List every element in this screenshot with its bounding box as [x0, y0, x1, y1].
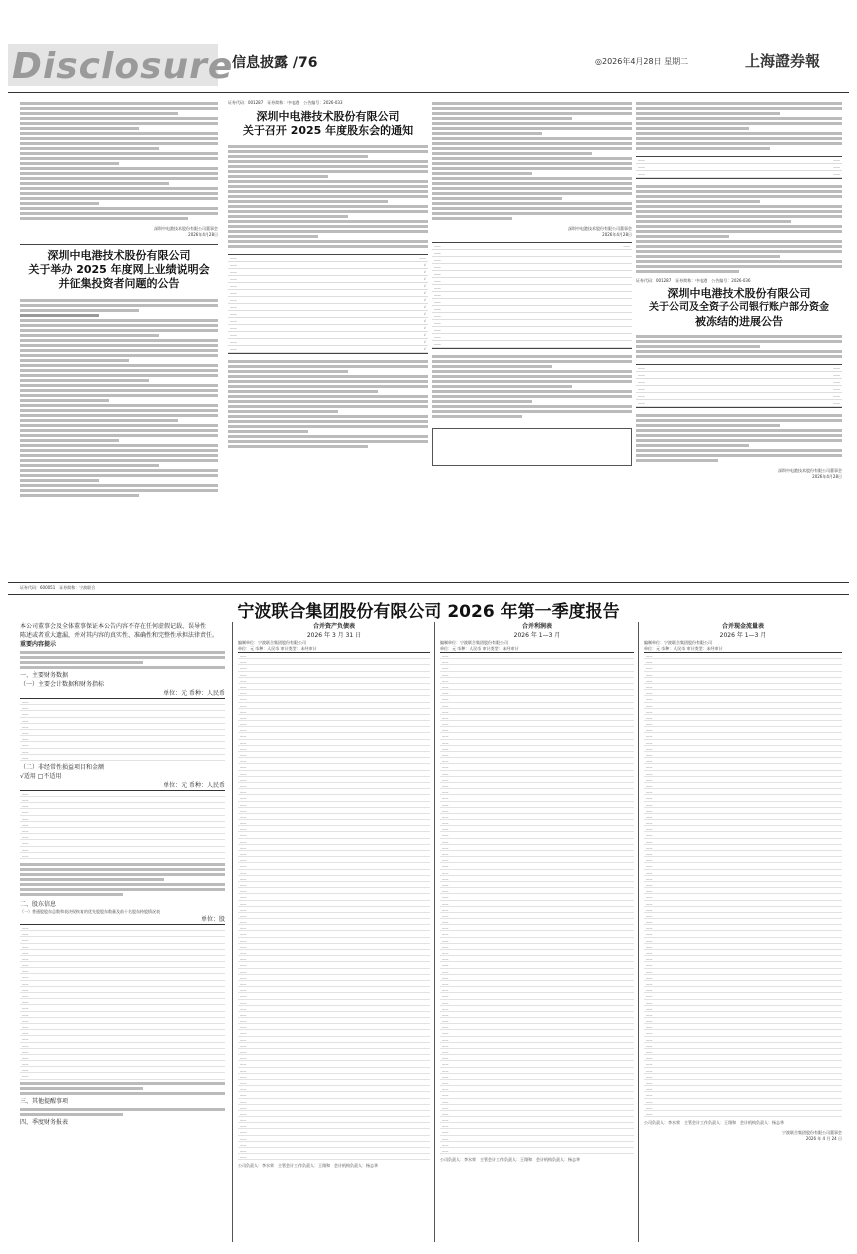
section-rule — [8, 594, 849, 595]
brand-banner — [8, 44, 234, 87]
article-2-code: 证券代码：001287 证券简称：中电港 公告编号：2026-033 — [228, 100, 343, 105]
section-indicators: （一）主要会计数据和财务指标 — [20, 681, 105, 688]
unit-audit: 单位：元 币种：人民币 审计类型：未经审计 — [440, 646, 519, 651]
section-title: 信息披露 /76 — [232, 55, 318, 71]
text-block — [20, 297, 218, 499]
section-main-data: 一、主要财务数据 — [20, 672, 69, 679]
section-nonrecurring: （二）非经常性损益项目和金额 — [20, 763, 105, 771]
issue-date: ◎2026年4月28日 星期二 — [595, 57, 689, 66]
article-1-title-line1: 深圳中电港技术股份有限公司 — [47, 249, 191, 262]
responsible-persons: 公司负责人：李水荣 主管会计工作负责人：王翔和 会计机构负责人：杨志华 — [238, 1163, 378, 1169]
preparer: 编制单位：宁波联合集团股份有限公司 — [644, 640, 712, 645]
applicable-option: √适用 □不适用 — [20, 772, 62, 780]
report-column-1 — [20, 622, 225, 1242]
text-block — [228, 358, 428, 450]
income-statement — [440, 622, 634, 1242]
shareholders-table: —— —— —— —— —— —— —— —— —— —— —— —— —— —— —— —— —— —— —— —— —— —— —— —— —— — [20, 924, 225, 1080]
brand-logo: Disclosure — [12, 46, 234, 87]
section-statements: 四、季度财务报表 — [20, 1118, 69, 1126]
article-1-title-line2: 关于举办 2025 年度网上业绩说明会 — [28, 263, 210, 276]
header-rule — [8, 92, 849, 93]
article-3-title-line1: 深圳中电港技术股份有限公司 — [667, 287, 811, 300]
column-divider — [232, 622, 233, 1242]
indicators-table: —— —— —— —— —— —— —— —— —— —— — [20, 698, 225, 761]
report-code: 证券代码：600051 证券简称：宁波联合 — [20, 585, 96, 590]
unit-label: 单位：元 币种：人民币 — [163, 690, 225, 697]
balance-sheet — [238, 622, 430, 1242]
column-4 — [636, 100, 842, 560]
important-notice: 重要内容提示 — [20, 641, 57, 648]
article-2-sign-date: 2026年4月28日 — [602, 232, 632, 237]
section-shareholders: 二、股东信息 — [20, 900, 57, 908]
text-block — [20, 1080, 225, 1097]
text-block — [636, 183, 842, 275]
article-2-signature: 深圳中电港技术股份有限公司董事会 — [568, 226, 632, 231]
balance-sheet-date: 2026 年 3 月 31 日 — [306, 632, 362, 639]
text-block — [432, 100, 632, 222]
text-block — [20, 861, 225, 898]
column-1 — [20, 100, 218, 560]
article-1-signature: 深圳中电港技术股份有限公司董事会 — [154, 226, 218, 231]
preparer: 编制单位：宁波联合集团股份有限公司 — [238, 640, 306, 645]
unit-share-label: 单位：股 — [200, 915, 225, 923]
column-divider — [638, 622, 639, 1242]
newspaper-name: 上海證券報 — [745, 52, 821, 70]
balance-sheet-title: 合并资产负债表 — [312, 623, 355, 630]
income-statement-title: 合并利润表 — [521, 623, 552, 630]
unit-audit: 单位：元 币种：人民币 审计类型：未经审计 — [644, 646, 723, 651]
text-block — [636, 412, 842, 464]
cash-flow-statement — [644, 622, 842, 1246]
text-block — [228, 143, 428, 250]
article-2-title-line1: 深圳中电港技术股份有限公司 — [256, 110, 400, 123]
article-3-title-line2: 关于公司及全资子公司银行账户部分资金 — [649, 302, 829, 313]
cash-flow-date: 2026 年 1—3 月 — [719, 632, 767, 639]
section-shareholders-desc: （一）普通股股东总数和表决权恢复的优先股股东数量及前十名股东持股情况表 — [20, 908, 160, 914]
balance-sheet-table: —— —— —— —— —— —— —— —— —— —— —— —— —— —— —— —— —— —— —— —— —— —— —— —— —— —— —— —— —— —— —— —— —— —— —— —— —— —— —— —— —— —— —— —— —— —— —— —— —— —— —— —— —— —— —— —— —— —— —— —— —— —— —— —— —— —— —— —— —— —— —— —— —— —— —— —— —— —— —— —— —— —— — [238, 652, 430, 1160]
text-block — [636, 100, 842, 152]
text-block — [20, 1106, 225, 1118]
column-divider — [434, 622, 435, 1242]
report-intro-2: 陈述或者重大遗漏，并对其内容的真实性、准确性和完整性承担法律责任。 — [20, 632, 219, 639]
cash-flow-title: 合并现金流量表 — [721, 623, 764, 630]
column-2 — [228, 100, 428, 560]
income-statement-date: 2026 年 1—3 月 — [513, 632, 561, 639]
board-date: 2026 年 4 月 24 日 — [805, 1136, 842, 1142]
board-signature: 宁波联合集团股份有限公司董事会 — [782, 1130, 842, 1136]
text-block — [20, 649, 225, 671]
article-3-sign-date: 2026年4月28日 — [812, 474, 842, 479]
section-rule — [8, 582, 849, 583]
nonrecurring-table: —— —— —— —— —— —— —— —— —— —— —— — [20, 790, 225, 859]
article-2-title-line2: 关于召开 2025 年度股东会的通知 — [242, 124, 414, 137]
article-3-signature: 深圳中电港技术股份有限公司董事会 — [778, 468, 842, 473]
cash-flow-table: —— —— —— —— —— —— —— —— —— —— —— —— —— —— —— —— —— —— —— —— —— —— —— —— —— —— —— —— —— —— —— —— —— —— —— —— —— —— —— —— —— —— —— —— —— —— —— —— —— —— —— —— —— —— —— —— —— —— —— —— —— —— —— —— —— —— —— —— —— —— —— —— —— —— —— — [644, 652, 842, 1117]
article-1-title-line3: 并征集投资者问题的公告 — [58, 277, 180, 290]
section-other: 三、其他提醒事项 — [20, 1097, 69, 1105]
unit-label: 单位：元 币种：人民币 — [163, 781, 225, 789]
article-1-sign-date: 2026年4月28日 — [188, 232, 218, 237]
page-header — [0, 0, 857, 96]
report-title: 宁波联合集团股份有限公司 2026 年第一季度报告 — [237, 602, 620, 622]
unit-audit: 单位：元 币种：人民币 审计类型：未经审计 — [238, 646, 317, 651]
article-3-code: 证券代码：001287 证券简称：中电港 公告编号：2026-036 — [636, 278, 751, 283]
shares-table: —— —— —— —— —— —— — [636, 156, 842, 179]
frozen-accounts-table: —— —— —— —— —— —— —— —— —— —— —— —— — [636, 364, 842, 408]
proxy-form-table: —— —— —— —— —— —— —— —— —— —— —— —— —— —— —— —— — [432, 242, 632, 349]
responsible-persons: 公司负责人：李水荣 主管会计工作负责人：王翔和 会计机构负责人：杨志华 — [644, 1120, 784, 1126]
report-intro-1: 本公司董事会及全体董事保证本公告内容不存在任何虚假记载、误导性 — [20, 623, 207, 630]
article-3-title-line3: 被冻结的进展公告 — [695, 315, 783, 328]
divider — [20, 244, 218, 245]
reply-slip-box — [432, 428, 632, 466]
responsible-persons: 公司负责人：李水荣 主管会计工作负责人：王翔和 会计机构负责人：杨志华 — [440, 1157, 580, 1163]
text-block — [636, 333, 842, 360]
text-block — [432, 353, 632, 420]
column-3 — [432, 100, 632, 560]
proposal-table: —— —— —— √ —— √ —— √ —— √ —— √ —— √ —— √ —— √ —— √ —— √ —— √ —— √ —— √ — [228, 254, 428, 354]
preparer: 编制单位：宁波联合集团股份有限公司 — [440, 640, 508, 645]
text-block — [20, 100, 218, 222]
income-statement-table: —— —— —— —— —— —— —— —— —— —— —— —— —— —— —— —— —— —— —— —— —— —— —— —— —— —— —— —— —— —— —— —— —— —— —— —— —— —— —— —— —— —— —— —— —— —— —— —— —— —— —— —— —— —— —— —— —— —— —— —— —— —— —— —— —— —— —— —— —— —— —— —— —— —— —— —— —— —— —— —— —— — [440, 652, 634, 1154]
